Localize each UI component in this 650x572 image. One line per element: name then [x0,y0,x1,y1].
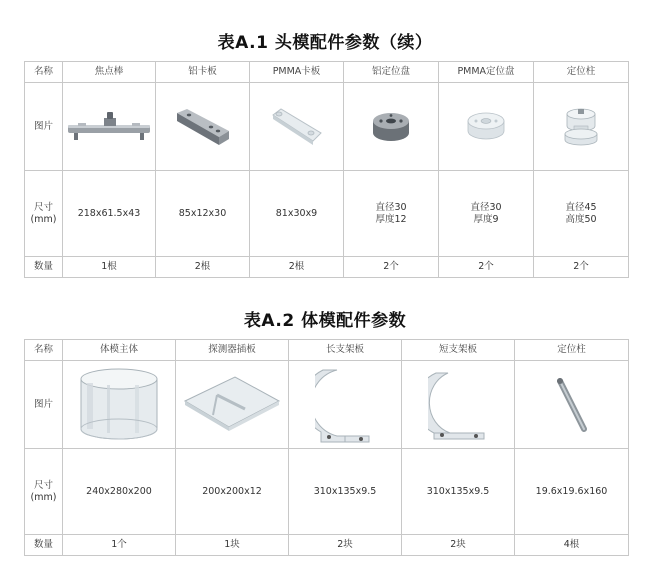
column-header: PMMA卡板 [250,62,344,83]
size-thickness: 厚度9 [473,213,499,225]
short-bracket-plate-icon [428,369,488,441]
focus-rod-icon [66,109,152,145]
qty-cell: 2个 [439,257,534,278]
table-a2-title: 表A.2 体模配件参数 [243,311,407,331]
size-cell: 19.6x19.6x160 [515,449,629,535]
size-cell: 200x200x12 [176,449,289,535]
size-cell: 310x135x9.5 [289,449,402,535]
image-cell [176,361,289,449]
column-header: 焦点棒 [63,62,156,83]
pmma-positioning-disc-icon [464,107,508,147]
size-cell: 218x61.5x43 [63,171,156,257]
size-cell: 81x30x9 [250,171,344,257]
row-label-qty: 数量 [25,535,63,556]
image-cell [439,83,534,171]
row-label-size [25,171,63,257]
column-header: 定位柱 [534,62,629,83]
column-header: 短支架板 [402,340,515,361]
size-cell: 240x280x200 [63,449,176,535]
image-cell [402,361,515,449]
image-cell [156,83,250,171]
qty-cell: 2个 [534,257,629,278]
image-cell [344,83,439,171]
table-a1-title: 表A.1 头模配件参数（续） [217,33,433,53]
column-header: 铝定位盘 [344,62,439,83]
aluminum-clamp-plate-icon [173,105,233,149]
column-header: 探测器插板 [176,340,289,361]
image-cell [534,83,629,171]
size-diameter: 直径30 [375,201,407,213]
row-label-name: 名称 [25,62,63,83]
head-phantom-accessories-table [24,61,629,278]
aluminum-positioning-disc-icon [369,107,413,147]
column-header: PMMA定位盘 [439,62,534,83]
row-label-qty: 数量 [25,257,63,278]
qty-cell: 1根 [63,257,156,278]
row-label-size-unit: (mm) [30,491,57,503]
image-cell [63,361,176,449]
column-header: 体模主体 [63,340,176,361]
image-cell [515,361,629,449]
row-label-size-text: 尺寸 [33,201,53,213]
size-cell: 310x135x9.5 [402,449,515,535]
row-label-size-unit: (mm) [30,213,57,225]
qty-cell: 2根 [156,257,250,278]
size-diameter: 直径30 [470,201,502,213]
pmma-clamp-plate-icon [269,105,325,149]
table-row [25,83,629,171]
row-label-size-text: 尺寸 [33,479,53,491]
long-bracket-plate-icon [315,366,375,444]
qty-cell: 2个 [344,257,439,278]
row-label-size [25,449,63,535]
qty-cell: 4根 [515,535,629,556]
qty-cell: 2块 [289,535,402,556]
column-header: 长支架板 [289,340,402,361]
row-label-image: 图片 [25,361,63,449]
positioning-post-icon [561,104,601,150]
size-height: 高度50 [565,213,597,225]
table-row [25,62,629,83]
size-cell: 85x12x30 [156,171,250,257]
image-cell [63,83,156,171]
table-row [25,340,629,361]
table-row [25,449,629,535]
qty-cell: 2块 [402,535,515,556]
body-phantom-accessories-table [24,339,629,556]
qty-cell: 1个 [63,535,176,556]
table-row [25,257,629,278]
column-header: 铝卡板 [156,62,250,83]
size-cell [344,171,439,257]
size-diameter: 直径45 [565,201,597,213]
table-row [25,171,629,257]
column-header: 定位柱 [515,340,629,361]
table-row [25,535,629,556]
image-cell [250,83,344,171]
size-cell [439,171,534,257]
row-label-image: 图片 [25,83,63,171]
detector-insert-plate-icon [183,373,281,437]
image-cell [289,361,402,449]
size-cell [534,171,629,257]
positioning-rod-icon [552,375,592,435]
body-phantom-icon [77,367,161,443]
qty-cell: 1块 [176,535,289,556]
table-row [25,361,629,449]
row-label-name: 名称 [25,340,63,361]
size-thickness: 厚度12 [375,213,407,225]
qty-cell: 2根 [250,257,344,278]
